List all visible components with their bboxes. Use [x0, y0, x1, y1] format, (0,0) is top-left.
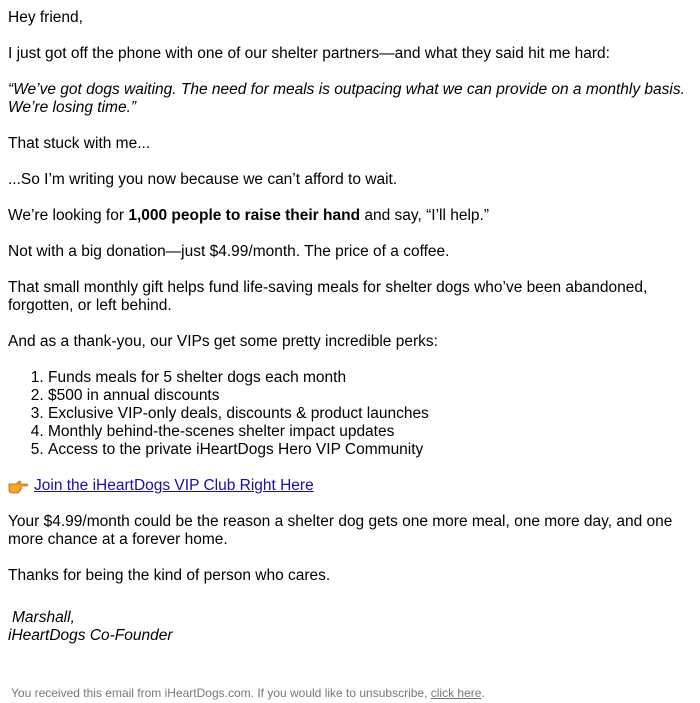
perk-item: 3. Exclusive VIP-only deals, discounts & product launches: [48, 405, 686, 423]
paragraph-thanks: Thanks for being the kind of person who cares.: [8, 567, 331, 584]
paragraph-gift: That small monthly gift helps fund life-saving meals for shelter dogs who’ve been abandoned, forgotten, or left behind.: [8, 279, 648, 314]
paragraph-perks-intro: And as a thank-you, our VIPs get some pretty incredible perks:: [8, 333, 438, 350]
perks-list: [8, 369, 686, 459]
partner-quote: “We’ve got dogs waiting. The need for meals is outpacing what we can provide on a monthly basis. We’re losing time.”: [8, 81, 685, 116]
paragraph-looking-for: [8, 207, 686, 225]
perk-item: 1. Funds meals for 5 shelter dogs each month: [48, 369, 686, 387]
signature-title: iHeartDogs Co-Founder: [8, 627, 173, 644]
paragraph-price: Not with a big donation—just $4.99/month. The price of a coffee.: [8, 243, 450, 260]
paragraph-writing: ...So I’m writing you now because we can’t afford to wait.: [8, 171, 398, 188]
footer-text: You received this email from iHeartDogs.com. If you would like to unsubscribe,: [11, 686, 431, 700]
looking-for-suffix: and say, “I’ll help.”: [360, 207, 489, 224]
perk-item: 2. $500 in annual discounts: [48, 387, 686, 405]
greeting: Hey friend,: [8, 9, 83, 26]
looking-for-prefix: We’re looking for: [8, 207, 129, 224]
paragraph-phone-call: I just got off the phone with one of our shelter partners—and what they said hit me hard:: [8, 45, 610, 62]
footer: [11, 684, 485, 702]
footer-suffix: .: [481, 686, 485, 700]
cta-row: [8, 477, 686, 495]
join-vip-club-link[interactable]: Join the iHeartDogs VIP Club Right Here: [34, 477, 314, 494]
paragraph-stuck: That stuck with me...: [8, 135, 151, 152]
pointing-hand-svg: [8, 478, 28, 494]
pointing-hand-icon: [8, 478, 28, 494]
signature: [8, 609, 686, 645]
looking-for-bold: 1,000 people to raise their hand: [128, 207, 361, 224]
hand-shape: [9, 481, 28, 493]
paragraph-reason: Your $4.99/month could be the reason a shelter dog gets one more meal, one more day, and one more chance at a forever home.: [8, 513, 673, 548]
perk-item: 5. Access to the private iHeartDogs Hero VIP Community: [48, 441, 686, 459]
perk-item: 4. Monthly behind-the-scenes shelter impact updates: [48, 423, 686, 441]
signature-name: Marshall,: [12, 609, 75, 626]
unsubscribe-link[interactable]: click here: [430, 686, 482, 700]
